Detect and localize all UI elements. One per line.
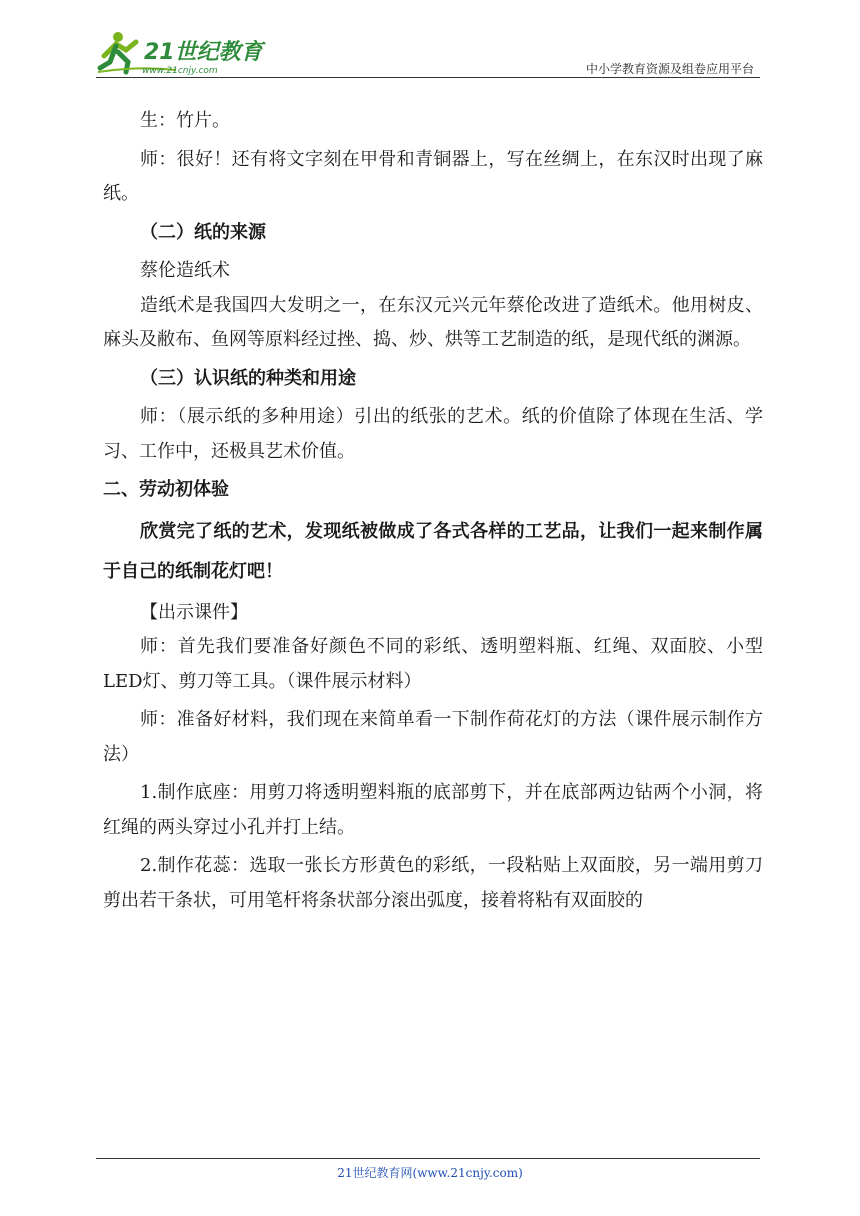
paragraph: 师：很好！还有将文字刻在甲骨和青铜器上，写在丝绸上，在东汉时出现了麻纸。 (103, 148, 763, 204)
paragraph: 师：准备好材料，我们现在来简单看一下制作荷花灯的方法（课件展示制作方法） (103, 709, 763, 765)
platform-name: 中小学教育资源及组卷应用平台 (585, 62, 754, 76)
subheading: （三）认识纸的种类和用途 (140, 367, 356, 389)
paragraph: 师：（展示纸的多种用途）引出的纸张的艺术。纸的价值除了体现在生活、学习、工作中，还极具艺术价值。 (103, 406, 763, 462)
header-divider (96, 77, 760, 78)
footer-divider (96, 1158, 760, 1159)
logo-url: www.21cnjy.com (142, 66, 218, 76)
21cnjy-logo (96, 26, 266, 78)
paragraph: 师：首先我们要准备好颜色不同的彩纸、透明塑料瓶、红绳、双面胶、小型LED灯、剪刀等工具。（课件展示材料） (103, 636, 763, 692)
paragraph: 2.制作花蕊：选取一张长方形黄色的彩纸，一段粘贴上双面胶，另一端用剪刀剪出若干条状，可用笔杆将条状部分滚出弧度，接着将粘有双面胶的 (103, 855, 763, 911)
page-header (96, 26, 760, 80)
footer-link[interactable]: 21世纪教育网(www.21cnjy.com) (337, 1166, 523, 1180)
paragraph: 生：竹片。 (140, 110, 230, 131)
document-body (103, 104, 763, 918)
section-heading: 二、劳动初体验 (103, 479, 229, 500)
logo-text: 21世纪教育 (144, 40, 263, 65)
subheading: （二）纸的来源 (140, 221, 266, 243)
paragraph: 1.制作底座：用剪刀将透明塑料瓶的底部剪下，并在底部两边钻两个小洞，将红绳的两头穿过小孔并打上结。 (103, 782, 763, 838)
paragraph: 【出示课件】 (140, 601, 248, 623)
paragraph: 造纸术是我国四大发明之一，在东汉元兴元年蔡伦改进了造纸术。他用树皮、麻头及敝布、鱼网等原料经过挫、捣、炒、烘等工艺制造的纸，是现代纸的渊源。 (103, 294, 763, 350)
paragraph: 蔡伦造纸术 (140, 260, 230, 281)
paragraph-bold: 欣赏完了纸的艺术，发现纸被做成了各式各样的工艺品，让我们一起来制作属于自己的纸制花灯吧！ (103, 520, 763, 582)
